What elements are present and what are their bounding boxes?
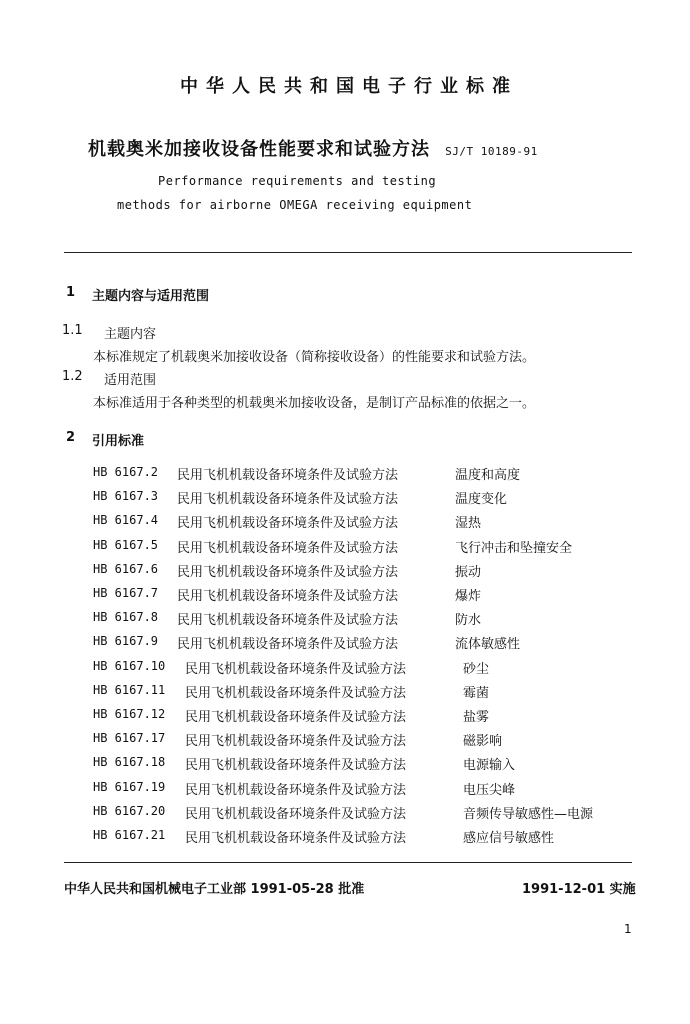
reference-topic: 温度变化: [455, 492, 508, 508]
reference-code: HB 6167.11: [93, 682, 166, 697]
reference-title: 民用飞机机载设备环境条件及试验方法: [177, 613, 399, 629]
reference-code: HB 6167.3: [93, 489, 159, 504]
section-2-heading: 引用标准: [92, 434, 145, 449]
standard-number: SJ/T 10189-91: [445, 145, 538, 158]
reference-topic: 温度和高度: [455, 468, 521, 483]
reference-code: HB 6167.2: [93, 465, 159, 479]
reference-title: 民用飞机机载设备环境条件及试验方法: [177, 516, 399, 532]
reference-title: 民用飞机机载设备环境条件及试验方法: [185, 734, 407, 750]
english-title-line-2: methods for airborne OMEGA receiving equipment: [117, 198, 473, 212]
reference-code: HB 6167.21: [93, 828, 166, 842]
reference-topic: 砂尘: [463, 661, 490, 677]
reference-title: 民用飞机机载设备环境条件及试验方法: [177, 589, 399, 604]
reference-code: HB 6167.8: [93, 610, 159, 625]
effective-date: 1991-12-01 实施: [522, 882, 636, 897]
bottom-divider: [64, 862, 632, 863]
reference-title: 民用飞机机载设备环境条件及试验方法: [177, 637, 399, 653]
reference-title: 民用飞机机载设备环境条件及试验方法: [185, 758, 407, 774]
reference-topic: 磁影响: [463, 734, 503, 750]
reference-code: HB 6167.20: [93, 803, 166, 818]
reference-code: HB 6167.7: [93, 586, 159, 600]
reference-title: 民用飞机机载设备环境条件及试验方法: [177, 468, 399, 483]
reference-code: HB 6167.17: [93, 731, 166, 746]
section-1-1-number: 1.1: [62, 323, 83, 338]
section-1-2-heading: 适用范围: [104, 373, 157, 388]
reference-topic: 爆炸: [455, 589, 482, 604]
page-number: 1: [624, 922, 632, 936]
reference-topic: 防水: [455, 613, 482, 629]
approval-line: 中华人民共和国机械电子工业部 1991-05-28 批准: [64, 882, 365, 897]
section-2-number: 2: [66, 430, 76, 445]
english-title-line-1: Performance requirements and testing: [158, 174, 437, 188]
section-1-1-heading: 主题内容: [104, 327, 157, 342]
document-title: 机载奥米加接收设备性能要求和试验方法: [88, 139, 430, 160]
reference-title: 民用飞机机载设备环境条件及试验方法: [177, 492, 399, 508]
reference-topic: 霉菌: [463, 685, 490, 701]
reference-title: 民用飞机机载设备环境条件及试验方法: [185, 710, 407, 725]
reference-title: 民用飞机机载设备环境条件及试验方法: [177, 540, 399, 556]
reference-topic: 流体敏感性: [455, 637, 521, 653]
reference-title: 民用飞机机载设备环境条件及试验方法: [185, 782, 407, 798]
reference-topic: 盐雾: [463, 710, 490, 725]
title-row: [88, 135, 538, 161]
reference-title: 民用飞机机载设备环境条件及试验方法: [185, 806, 407, 822]
reference-topic: 湿热: [455, 516, 482, 532]
reference-code: HB 6167.12: [93, 707, 166, 721]
reference-topic: 音频传导敏感性—电源: [463, 806, 594, 822]
reference-title: 民用飞机机载设备环境条件及试验方法: [185, 685, 407, 701]
reference-title: 民用飞机机载设备环境条件及试验方法: [185, 661, 407, 677]
section-1-heading: 主题内容与适用范围: [92, 289, 210, 304]
reference-title: 民用飞机机载设备环境条件及试验方法: [177, 564, 399, 580]
reference-code: HB 6167.4: [93, 513, 159, 528]
reference-topic: 振动: [455, 564, 482, 580]
reference-topic: 感应信号敏感性: [463, 831, 555, 846]
section-1-2-number: 1.2: [62, 369, 83, 384]
section-1-2-text: 本标准适用于各种类型的机载奥米加接收设备，是制订产品标准的依据之一。: [93, 396, 536, 411]
standard-category-header: 中华人民共和国电子行业标准: [180, 76, 518, 97]
reference-code: HB 6167.10: [93, 658, 166, 673]
reference-topic: 飞行冲击和坠撞安全: [455, 540, 573, 556]
reference-code: HB 6167.6: [93, 561, 159, 576]
section-1-number: 1: [66, 285, 76, 300]
reference-code: HB 6167.19: [93, 779, 166, 794]
reference-code: HB 6167.18: [93, 755, 166, 770]
reference-code: HB 6167.9: [93, 634, 159, 649]
reference-topic: 电源输入: [463, 758, 516, 774]
top-divider: [64, 252, 632, 253]
section-1-1-text: 本标准规定了机载奥米加接收设备（简称接收设备）的性能要求和试验方法。: [93, 350, 536, 365]
reference-topic: 电压尖峰: [463, 782, 516, 798]
reference-title: 民用飞机机载设备环境条件及试验方法: [185, 831, 407, 846]
reference-code: HB 6167.5: [93, 537, 159, 552]
